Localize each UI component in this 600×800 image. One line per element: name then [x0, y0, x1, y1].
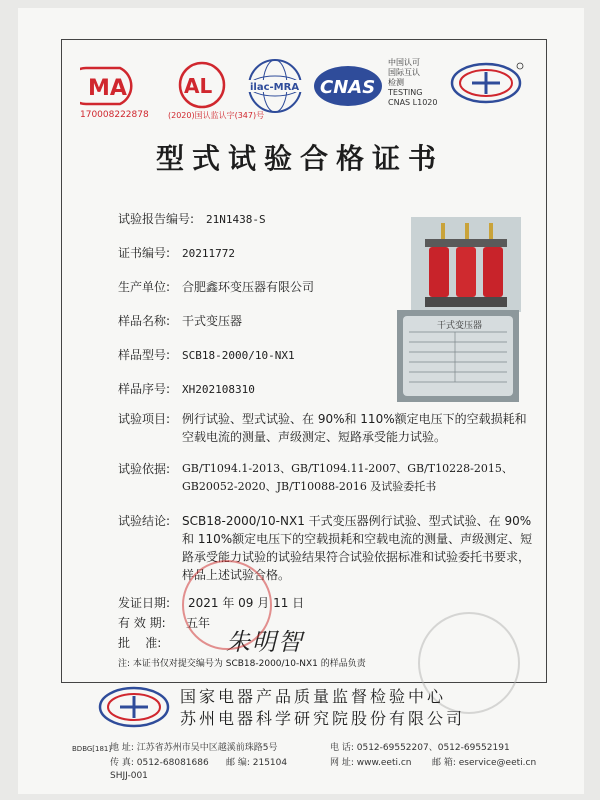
test-basis — [118, 460, 538, 496]
signature: 朱明智 — [226, 628, 304, 656]
field-label: 发证日期: — [118, 596, 171, 610]
nameplate-photo — [397, 310, 519, 402]
field-sample-model — [118, 346, 295, 363]
test-items-text: 例行试验、型式试验、在 90%和 110%额定电压下的空载损耗和空载电流的测量、声级测定、短路承受能力试验。 — [182, 412, 527, 444]
test-conclusion — [118, 512, 538, 584]
field-report-no — [118, 210, 266, 227]
test-basis-text: GB/T1094.1-2013、GB/T1094.11-2007、GB/T10228-2015、GB20052-2020、JB/T10088-2016 及试验委托书 — [182, 462, 513, 493]
svg-text:MA: MA — [88, 76, 127, 101]
footer-email: 邮 箱: eservice@eeti.cn — [432, 758, 537, 768]
issuer-name-2: 苏州电器科学研究院股份有限公司 — [180, 709, 466, 728]
field-label: 试验报告编号: — [118, 212, 195, 226]
field-value: SCB18-2000/10-NX1 — [182, 349, 295, 362]
form-code: SHJJ-001 — [110, 771, 148, 781]
footer-fax: 传 真: 0512-68081686 — [110, 758, 209, 768]
field-label: 样品名称: — [118, 314, 171, 328]
test-items — [118, 410, 538, 446]
red-seal-stamp — [182, 560, 272, 650]
field-sample-name — [118, 312, 242, 329]
field-label: 样品型号: — [118, 348, 171, 362]
footer-phone: 电 话: 0512-69552207、0512-69552191 — [330, 743, 510, 753]
field-label: 试验项目: — [118, 412, 171, 426]
issue-date-value: 2021 年 09 月 11 日 — [188, 596, 305, 610]
footer-web: 网 址: www.eeti.cn — [330, 758, 412, 768]
cma-logo — [80, 64, 156, 108]
certificate-note: 注: 本证书仅对提交编号为 SCB18-2000/10-NX1 的样品负责 — [118, 659, 366, 669]
cnas-text: CNAS — [320, 77, 376, 98]
field-label: 证书编号: — [118, 246, 171, 260]
field-label: 试验结论: — [118, 514, 171, 528]
transformer-photo — [411, 217, 521, 312]
cma-number: 170008222878 — [80, 110, 149, 120]
cnas-logo — [312, 64, 384, 108]
field-label: 试验依据: — [118, 462, 171, 476]
footer-address: 地 址: 江苏省苏州市吴中区越溪前珠路5号 — [110, 743, 278, 753]
svg-text:AL: AL — [184, 74, 213, 98]
validity-value: 五年 — [186, 616, 211, 630]
ilac-text: ilac-MRA — [250, 82, 300, 93]
footer-postcode: 邮 编: 215104 — [226, 758, 288, 768]
cqc-logo — [448, 60, 524, 106]
cal-logo — [172, 60, 232, 110]
field-cert-no — [118, 244, 235, 261]
ilac-logo — [244, 58, 306, 114]
issuer-logo — [96, 684, 172, 730]
cal-caption: (2020)国认监认字(347)号 — [168, 111, 265, 120]
nameplate-title: 干式变压器 — [437, 321, 483, 331]
approval — [118, 634, 182, 651]
field-value: 20211772 — [182, 247, 235, 260]
cnas-side-text: 中国认可 国际互认 检测 TESTING CNAS L1020 — [388, 58, 438, 107]
issuer-name-1: 国家电器产品质量监督检验中心 — [180, 687, 447, 706]
field-label: 生产单位: — [118, 280, 171, 294]
field-value: 干式变压器 — [182, 314, 243, 328]
field-sample-serial — [118, 380, 255, 397]
field-manufacturer — [118, 278, 314, 295]
field-value: 21N1438-S — [206, 213, 266, 226]
field-label: 样品序号: — [118, 382, 171, 396]
field-value: 合肥鑫环变压器有限公司 — [182, 280, 315, 294]
test-conclusion-text: SCB18-2000/10-NX1 干式变压器例行试验、型式试验、在 90%和 110%额定电压下的空载损耗和空载电流的测量、声级测定、短路承受能力试验的试验结果符合试验依据标准和试验委托书要求，样品上述试验合格。 — [182, 514, 533, 582]
field-value: XH202108310 — [182, 383, 255, 396]
field-label: 批 准: — [118, 636, 162, 650]
side-code: BDBG[181] — [72, 745, 112, 753]
field-label: 有 效 期: — [118, 616, 166, 630]
page-title: 型式试验合格证书 — [155, 142, 444, 175]
